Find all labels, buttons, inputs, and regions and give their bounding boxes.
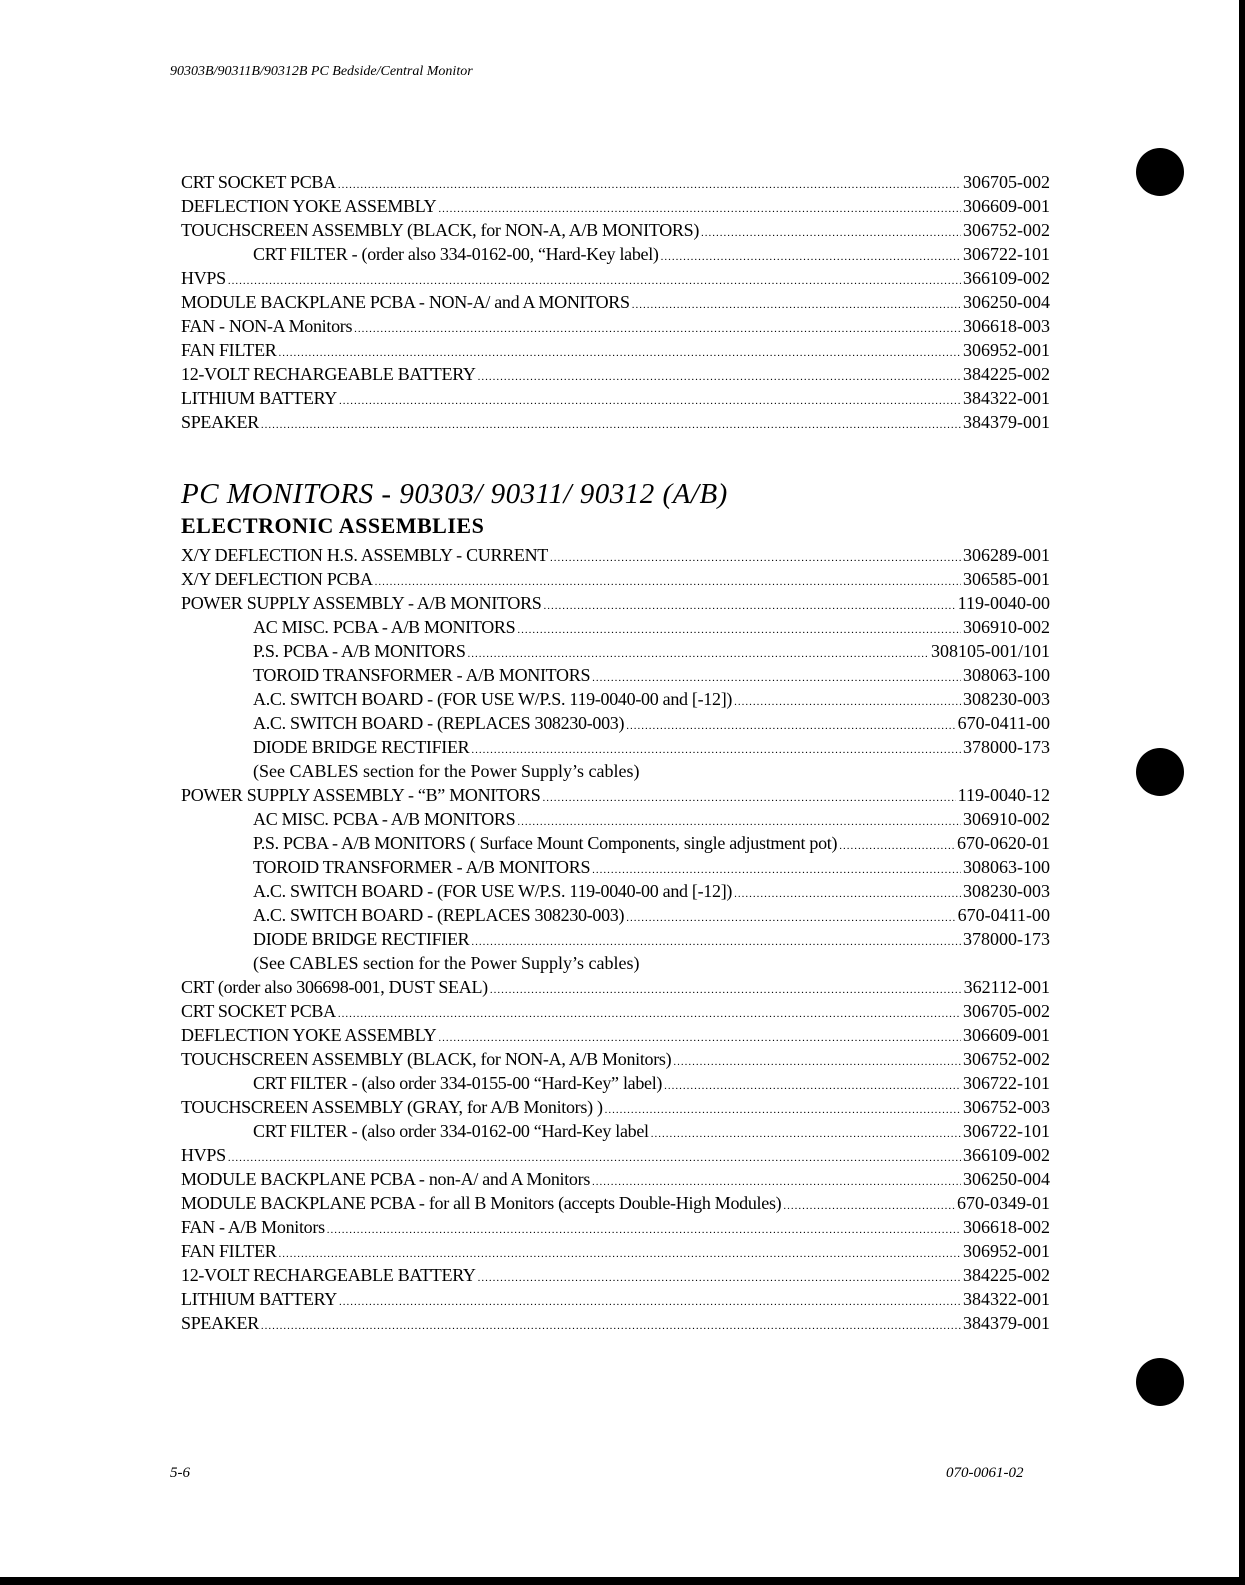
part-name: P.S. PCBA - A/B MONITORS: [253, 641, 466, 661]
part-name: POWER SUPPLY ASSEMBLY - “B” MONITORS: [181, 785, 541, 805]
part-number: 384379-001: [963, 1313, 1050, 1333]
part-row: [181, 831, 1050, 855]
part-name: LITHIUM BATTERY: [181, 388, 337, 408]
part-name: CRT FILTER - (also order 334-0155-00 “Hard-Key” label): [253, 1073, 663, 1093]
dot-leader: [626, 906, 955, 930]
part-number: 306289-001: [963, 545, 1050, 565]
part-number: 366109-002: [963, 1145, 1050, 1165]
part-name: TOUCHSCREEN ASSEMBLY (BLACK, for NON-A, A/B MONITORS): [181, 220, 700, 240]
part-row: [181, 879, 1050, 903]
part-row: [181, 1287, 1050, 1311]
part-number: 306910-002: [963, 617, 1050, 637]
part-row: [181, 567, 1050, 591]
part-number: 384225-002: [963, 1265, 1050, 1285]
part-row: [181, 410, 1050, 434]
part-name: DEFLECTION YOKE ASSEMBLY: [181, 1025, 437, 1045]
part-name: A.C. SWITCH BOARD - (FOR USE W/P.S. 119-0040-00 and [-12]): [253, 689, 733, 709]
part-name: MODULE BACKPLANE PCBA - non-A/ and A Monitors: [181, 1169, 591, 1189]
part-row: [181, 591, 1050, 615]
document-number: 070-0061-02: [946, 1465, 1024, 1481]
dot-leader: [544, 594, 956, 618]
part-number: 308230-003: [963, 689, 1050, 709]
part-name: TOUCHSCREEN ASSEMBLY (GRAY, for A/B Monitors) ): [181, 1097, 603, 1117]
part-row: [181, 1263, 1050, 1287]
part-number: 306585-001: [963, 569, 1050, 589]
part-number: 306250-004: [963, 1169, 1050, 1189]
dot-leader: [478, 1266, 961, 1290]
part-name: FAN - NON-A Monitors: [181, 316, 353, 336]
part-row: [181, 386, 1050, 410]
part-number: 670-0411-00: [957, 905, 1050, 925]
part-number: 384379-001: [963, 412, 1050, 432]
part-name: MODULE BACKPLANE PCBA - NON-A/ and A MONITORS: [181, 292, 630, 312]
part-row: [181, 687, 1050, 711]
part-name: P.S. PCBA - A/B MONITORS ( Surface Mount Components, single adjustment pot): [253, 833, 838, 853]
part-number: 119-0040-00: [957, 593, 1050, 613]
part-number: 308063-100: [963, 665, 1050, 685]
part-row: [181, 1023, 1050, 1047]
part-row: [181, 1143, 1050, 1167]
electronic-assemblies-list: [181, 543, 1050, 1335]
dot-leader: [734, 690, 961, 714]
part-number: 306952-001: [963, 1241, 1050, 1261]
dot-leader: [783, 1194, 955, 1218]
dot-leader: [550, 546, 961, 570]
part-name: CRT SOCKET PCBA: [181, 172, 336, 192]
part-row: [181, 639, 1050, 663]
part-name: CRT FILTER - (also order 334-0162-00 “Hard-Key label: [253, 1121, 649, 1141]
binder-hole: [1136, 1358, 1184, 1406]
part-name: X/Y DEFLECTION PCBA: [181, 569, 373, 589]
part-row: [181, 807, 1050, 831]
dot-leader: [478, 365, 961, 389]
part-row: [181, 1119, 1050, 1143]
part-row: [181, 242, 1050, 266]
part-row: [181, 735, 1050, 759]
part-name: MODULE BACKPLANE PCBA - for all B Monitors (accepts Double-High Modules): [181, 1193, 782, 1213]
dot-leader: [673, 1050, 961, 1074]
part-number: 306752-002: [963, 1049, 1050, 1069]
part-name: AC MISC. PCBA - A/B MONITORS: [253, 809, 516, 829]
part-name: TOROID TRANSFORMER - A/B MONITORS: [253, 665, 591, 685]
dot-leader: [651, 1122, 961, 1146]
part-row: [181, 1167, 1050, 1191]
part-number: 670-0411-00: [957, 713, 1050, 733]
binder-hole: [1136, 148, 1184, 196]
part-name: CRT FILTER - (order also 334-0162-00, “Hard-Key label): [253, 244, 659, 264]
dot-leader: [701, 221, 961, 245]
part-row: [181, 783, 1050, 807]
part-number: 384322-001: [963, 1289, 1050, 1309]
part-number: 308063-100: [963, 857, 1050, 877]
dot-leader: [261, 413, 961, 437]
part-name: TOUCHSCREEN ASSEMBLY (BLACK, for NON-A, A/B Monitors): [181, 1049, 672, 1069]
part-row: [181, 290, 1050, 314]
part-number: 306609-001: [963, 196, 1050, 216]
part-name: FAN FILTER: [181, 1241, 277, 1261]
part-name: A.C. SWITCH BOARD - (FOR USE W/P.S. 119-0040-00 and [-12]): [253, 881, 733, 901]
part-number: 306609-001: [963, 1025, 1050, 1045]
dot-leader: [661, 245, 961, 269]
dot-leader: [664, 1074, 961, 1098]
part-name: LITHIUM BATTERY: [181, 1289, 337, 1309]
dot-leader: [605, 1098, 961, 1122]
part-row: [181, 194, 1050, 218]
part-number: 306250-004: [963, 292, 1050, 312]
part-row: [181, 338, 1050, 362]
list-note: (See CABLES section for the Power Supply’s cables): [253, 953, 640, 973]
part-row: [181, 362, 1050, 386]
part-row: [181, 663, 1050, 687]
part-row: [181, 1311, 1050, 1335]
part-row: [181, 1239, 1050, 1263]
part-name: DIODE BRIDGE RECTIFIER: [253, 737, 470, 757]
dot-leader: [734, 882, 961, 906]
dot-leader: [542, 786, 955, 810]
part-name: POWER SUPPLY ASSEMBLY - A/B MONITORS: [181, 593, 542, 613]
part-name: 12-VOLT RECHARGEABLE BATTERY: [181, 364, 476, 384]
section-subtitle: ELECTRONIC ASSEMBLIES: [181, 513, 485, 538]
part-number: 306722-101: [963, 1121, 1050, 1141]
part-number: 308105-001/101: [931, 641, 1050, 661]
part-row: [181, 615, 1050, 639]
part-number: 306722-101: [963, 1073, 1050, 1093]
part-number: 306752-002: [963, 220, 1050, 240]
part-name: DEFLECTION YOKE ASSEMBLY: [181, 196, 437, 216]
part-row: [181, 1215, 1050, 1239]
part-name: 12-VOLT RECHARGEABLE BATTERY: [181, 1265, 476, 1285]
part-number: 670-0620-01: [957, 833, 1050, 853]
part-row: [181, 927, 1050, 951]
dot-leader: [354, 317, 961, 341]
part-number: 670-0349-01: [957, 1193, 1050, 1213]
dot-leader: [632, 293, 961, 317]
part-number: 384322-001: [963, 388, 1050, 408]
part-row: [181, 975, 1050, 999]
section-title: PC MONITORS - 90303/ 90311/ 90312 (A/B): [181, 478, 728, 510]
part-row: [181, 266, 1050, 290]
part-number: 306705-002: [963, 1001, 1050, 1021]
part-name: FAN - A/B Monitors: [181, 1217, 325, 1237]
part-row: [181, 1071, 1050, 1095]
part-name: FAN FILTER: [181, 340, 277, 360]
part-number: 306752-003: [963, 1097, 1050, 1117]
binder-hole: [1136, 748, 1184, 796]
dot-leader: [339, 389, 961, 413]
part-row: [181, 314, 1050, 338]
part-name: CRT (order also 306698-001, DUST SEAL): [181, 977, 488, 997]
part-row: [181, 999, 1050, 1023]
part-row: [181, 855, 1050, 879]
part-number: 119-0040-12: [957, 785, 1050, 805]
part-name: SPEAKER: [181, 412, 259, 432]
dot-leader: [839, 834, 955, 858]
part-name: AC MISC. PCBA - A/B MONITORS: [253, 617, 516, 637]
part-name: A.C. SWITCH BOARD - (REPLACES 308230-003): [253, 713, 625, 733]
top-parts-list: [181, 170, 1050, 434]
dot-leader: [490, 978, 962, 1002]
part-number: 306705-002: [963, 172, 1050, 192]
part-number: 306952-001: [963, 340, 1050, 360]
part-name: SPEAKER: [181, 1313, 259, 1333]
part-number: 384225-002: [963, 364, 1050, 384]
page-number: 5-6: [170, 1465, 190, 1481]
part-number: 308230-003: [963, 881, 1050, 901]
dot-leader: [327, 1218, 961, 1242]
part-name: TOROID TRANSFORMER - A/B MONITORS: [253, 857, 591, 877]
dot-leader: [339, 1290, 961, 1314]
list-note: (See CABLES section for the Power Supply’s cables): [253, 761, 640, 781]
part-name: HVPS: [181, 268, 226, 288]
running-header: 90303B/90311B/90312B PC Bedside/Central Monitor: [170, 64, 473, 79]
part-row: [181, 170, 1050, 194]
part-row: [181, 543, 1050, 567]
part-number: 366109-002: [963, 268, 1050, 288]
part-name: X/Y DEFLECTION H.S. ASSEMBLY - CURRENT: [181, 545, 548, 565]
part-number: 378000-173: [963, 737, 1050, 757]
part-number: 306618-002: [963, 1217, 1050, 1237]
part-number: 306910-002: [963, 809, 1050, 829]
part-number: 362112-001: [963, 977, 1050, 997]
part-number: 306618-003: [963, 316, 1050, 336]
part-name: HVPS: [181, 1145, 226, 1165]
part-row: [181, 218, 1050, 242]
part-row: [181, 903, 1050, 927]
dot-leader: [517, 618, 961, 642]
part-name: DIODE BRIDGE RECTIFIER: [253, 929, 470, 949]
part-number: 306722-101: [963, 244, 1050, 264]
part-name: A.C. SWITCH BOARD - (REPLACES 308230-003): [253, 905, 625, 925]
part-row: [181, 1095, 1050, 1119]
part-row: [181, 1191, 1050, 1215]
dot-leader: [626, 714, 955, 738]
dot-leader: [261, 1314, 961, 1338]
part-name: CRT SOCKET PCBA: [181, 1001, 336, 1021]
part-row: [181, 711, 1050, 735]
part-number: 378000-173: [963, 929, 1050, 949]
part-row: [181, 1047, 1050, 1071]
